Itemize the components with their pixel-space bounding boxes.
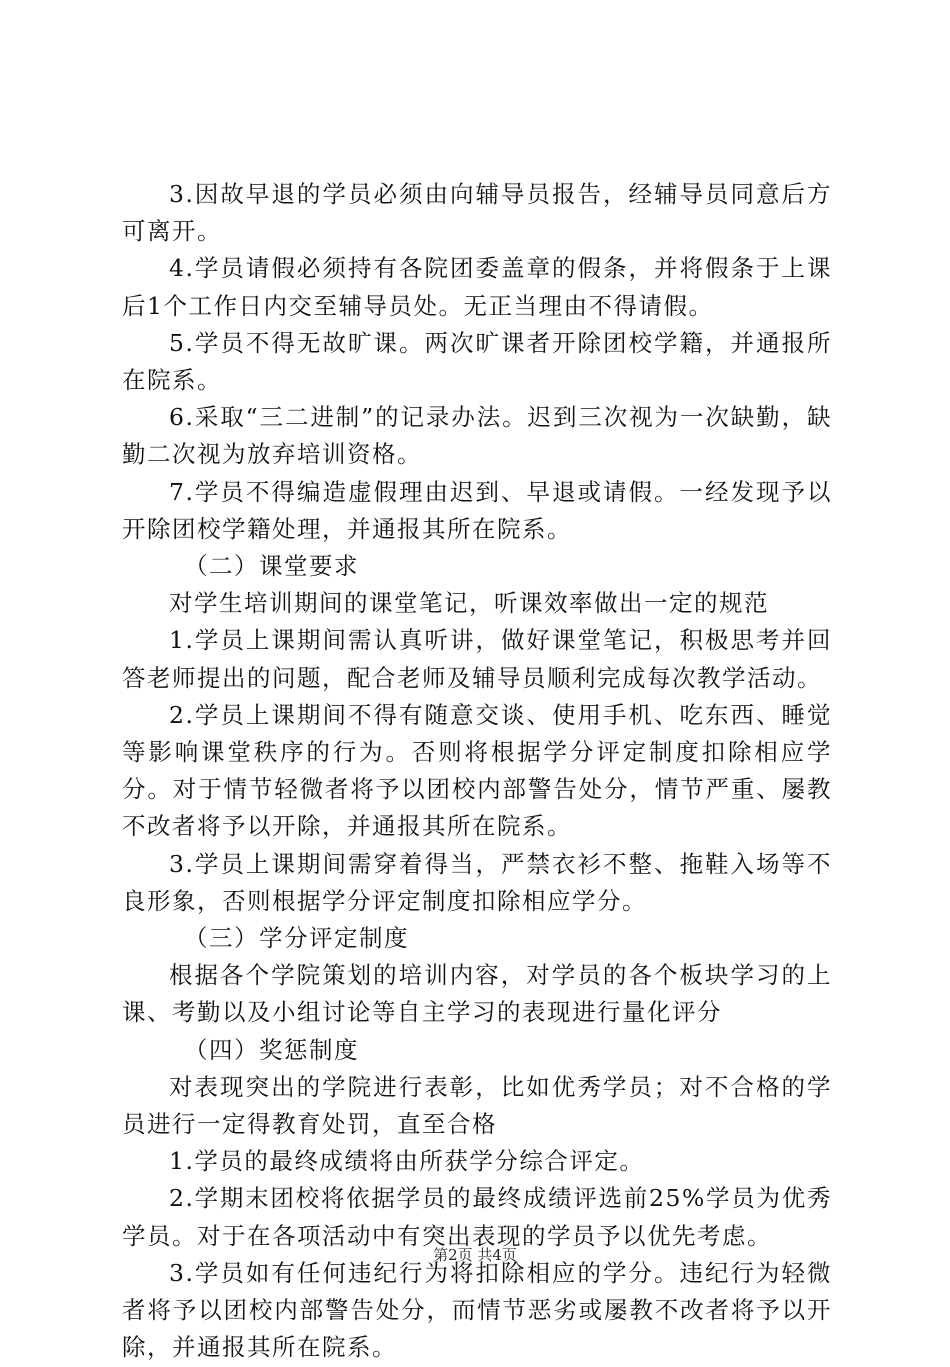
document-body [122,176,832,1367]
paragraph-false-reason: 7.学员不得编造虚假理由迟到、早退或请假。一经发现予以开除团校学籍处理，并通报其所在院系。 [122,477,832,543]
paragraph-early-leave: 3.因故早退的学员必须由向辅导员报告，经辅导员同意后方可离开。 [122,180,832,246]
page-number-footer: 第2页 共4页 [433,1246,517,1264]
paragraph-attendance-rule: 6.采取“三二进制”的记录办法。迟到三次视为一次缺勤，缺勤二次视为放弃培训资格。 [122,403,832,469]
paragraph-credits-intro: 根据各个学院策划的培训内容，对学员的各个板块学习的上课、考勤以及小组讨论等自主学习的表现进行量化评分 [122,961,832,1027]
section-heading-classroom: （二）课堂要求 [184,552,359,581]
paragraph-classroom-rule-2: 2.学员上课期间不得有随意交谈、使用手机、吃东西、睡觉等影响课堂秩序的行为。否则将根据学分评定制度扣除相应学分。对于情节轻微者将予以团校内部警告处分，情节严重、屡教不改者将予以开除，并通报其所在院系。 [122,700,832,841]
paragraph-leave-request: 4.学员请假必须持有各院团委盖章的假条，并将假条于上课后1个工作日内交至辅导员处。无正当理由不得请假。 [122,254,832,320]
paragraph-absence: 5.学员不得无故旷课。两次旷课者开除团校学籍，并通报所在院系。 [122,328,832,395]
paragraph-rewards-rule-1: 1.学员的最终成绩将由所获学分综合评定。 [169,1147,645,1176]
paragraph-rewards-intro: 对表现突出的学院进行表彰，比如优秀学员；对不合格的学员进行一定得教育处罚，直至合格 [122,1072,832,1139]
paragraph-classroom-intro: 对学生培训期间的课堂笔记，听课效率做出一定的规范 [169,589,769,618]
paragraph-rewards-rule-2: 2.学期末团校将依据学员的最终成绩评选前25%学员为优秀学员。对于在各项活动中有突出表现的学员予以优先考虑。 [122,1184,832,1250]
section-heading-rewards: （四）奖惩制度 [184,1035,359,1064]
paragraph-classroom-rule-3: 3.学员上课期间需穿着得当，严禁衣衫不整、拖鞋入场等不良形象，否则根据学分评定制度扣除相应学分。 [122,849,832,915]
paragraph-rewards-rule-3: 3.学员如有任何违纪行为将扣除相应的学分。违纪行为轻微者将予以团校内部警告处分，而情节恶劣或屡教不改者将予以开除，并通报其所在院系。 [122,1258,832,1362]
paragraph-classroom-rule-1: 1.学员上课期间需认真听讲，做好课堂笔记，积极思考并回答老师提出的问题，配合老师及辅导员顺利完成每次教学活动。 [122,626,832,692]
section-heading-credits: （三）学分评定制度 [184,924,409,953]
